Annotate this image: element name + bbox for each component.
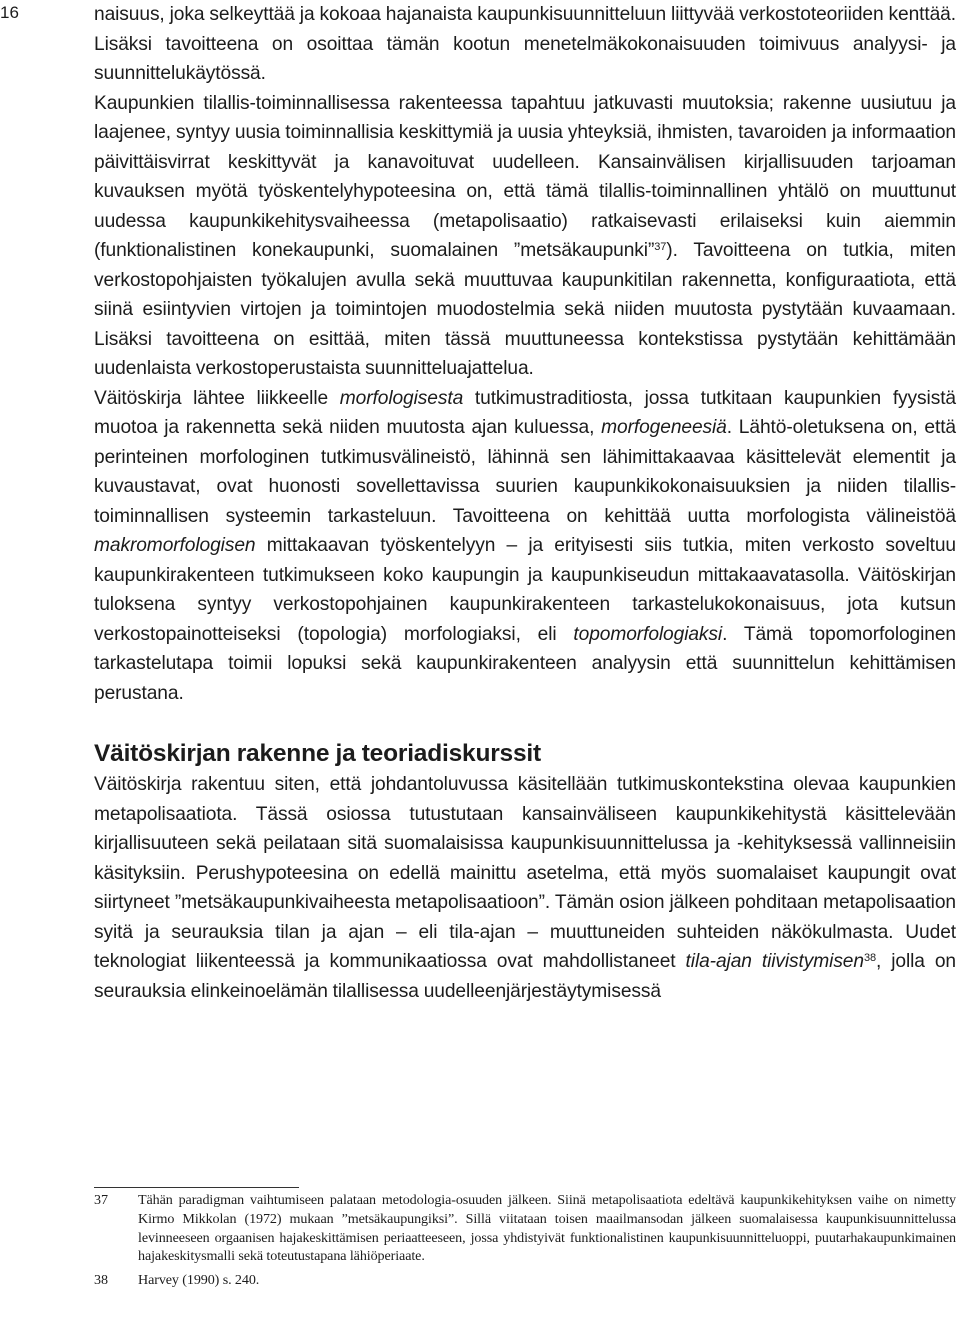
- emphasis-term: topomorfologiaksi: [573, 623, 723, 645]
- paragraph-urban-structure: [94, 89, 956, 384]
- footnote-divider: [94, 1187, 299, 1188]
- paragraph-text: mittakaavan työskentelyyn – ja erityisesti siis tutkia, miten verkosto soveltuu kaupunkirakenteen tutkimukseen koko kaupungin ja kaupunkiseudun mittakaavatasolla. Väitöskirjan tuloksena syntyy verkostopohjainen kaupunkirakenteen tarkastelukokonaisuus, jota kutsun verkostopainotteiseksi (topologia) morfologiaksi, eli: [94, 535, 956, 645]
- emphasis-term: morfogeneesiä: [601, 417, 727, 438]
- emphasis-term: morfologisesta: [339, 387, 464, 409]
- footnote-text: Harvey (1990) s. 240.: [138, 1272, 260, 1289]
- paragraph-morphology: [94, 384, 956, 709]
- footnote-number: 37: [94, 1192, 108, 1208]
- footnote: [94, 1191, 956, 1266]
- footnotes: [94, 1191, 956, 1290]
- paragraph-text: . Lähtö-oletuksena on, että perinteinen morfologinen tutkimusvälineistö, lähinnä sen lähimittakaavaa käsittelevät elementit ja kuvaustavat, ovat huonosti sovellettavissa suurien kaupunkikokonaisuuksien ja niiden tilallis-toiminnallisen systeemin tarkasteluun. Tavoitteena on kehittää uutta morfologista välineistöä: [94, 417, 956, 527]
- body-text: [94, 0, 956, 1006]
- paragraph-continuation: [94, 0, 956, 89]
- paragraph-text: Kaupunkien tilallis-toiminnallisessa rakenteessa tapahtuu jatkuvasti muutoksia; rakenne uusiutuu ja laajenee, syntyy uusia toiminnallisia keskittymiä ja uusia yhteyksiä, ihmisten, tavaroiden ja informaation päivittäisvirrat keskittyvät ja kanavoituvat uudelleen. Kansainvälisen kirjallisuuden tarjoaman kuvauksen myötä työskentelyhypoteesina on, että tämä tilallis-toiminnallinen yhtälö on muuttunut uudessa kaupunkikehitysvaiheessa (metapolisaatio) ratkaisevasti erilaiseksi kuin aiemmin (funktionalistinen konekaupunki, suomalainen ”metsäkaupunki”: [94, 92, 956, 261]
- paragraph-text: ). Tavoitteena on tutkia, miten verkostopohjaisten työkalujen avulla sekä muuttuvaa kaupunkitilan rakennetta, konfiguraatiota, että siinä esiintyvien virtojen ja toimintojen muodostelmia sekä niiden muutosta pystytään kuvaamaan. Lisäksi tavoitteena on esittää, miten tässä muuttuneessa kontekstissa pystytään kehittämään uudenlaista verkostoperustaista suunnitteluajattelua.: [94, 240, 956, 379]
- paragraph-structure: [94, 770, 956, 1006]
- footnote: [94, 1271, 956, 1290]
- paragraph-text: , jolla on seurauksia elinkeinoelämän tilallisessa uudelleenjärjestäytymisessä: [94, 951, 956, 1002]
- paragraph-text: Väitöskirja rakentuu siten, että johdantoluvussa käsitellään tutkimuskontekstina olevaa kaupunkien metapolisaatiota. Tässä osiossa tutustutaan kansainväliseen kaupunkikehitystä käsittelevään kirjallisuuteen sekä peilataan sitä suomalaisissa kaupunkisuunnittelussa ja -kehityksessä vallinneisiin käsityksiin. Perushypoteesina on edellä mainittu asetelma, että myös suomalaiset kaupungit ovat siirtyneet ”metsäkaupunkivaiheesta metapolisaatioon”. Tämän osion jälkeen pohditaan metapolisaation syitä ja seurauksia tilan ja ajan – eli tila-ajan – muuttuneiden suhteiden näkökulmasta. Uudet teknologiat liikenteessä ja kommunikaatiossa ovat mahdollistaneet: [94, 774, 956, 972]
- emphasis-term: makromorfologisen: [94, 535, 256, 556]
- footnote-number: 38: [94, 1272, 108, 1289]
- paragraph-text: tutkimustraditiosta, jossa tutkitaan kaupunkien fyysistä muotoa ja rakennetta sekä niiden muutosta ajan kuluessa,: [94, 387, 956, 438]
- paragraph-text: naisuus, joka selkeyttää ja kokoaa hajanaista kaupunkisuunnitteluun liittyvää verkostoteoriiden kenttää. Lisäksi tavoitteena on osoittaa tämän kootun menetelmäkokonaisuuden toimivuus analyysi- ja suunnittelukäytössä.: [94, 4, 956, 84]
- emphasis-term: tila-ajan tiivistymisen: [685, 951, 864, 972]
- page-number: 16: [0, 3, 19, 22]
- section-heading: Väitöskirjan rakenne ja teoriadiskurssit: [94, 740, 541, 767]
- paragraph-text: . Tämä topomorfologinen tarkastelutapa toimii lopuksi sekä kaupunkirakenteen analyysin että suunnittelun kehittämisen perustana.: [94, 623, 956, 704]
- footnote-text: Tähän paradigman vaihtumiseen palataan metodologia-osuuden jälkeen. Siinä metapolisaatiota edeltävä kaupunkikehityksen vaihe on nimetty Kirmo Mikkolan (1972) mukaan ”metsäkaupungiksi”. Sillä viitataan toisen maailmansodan jälkeen suomalaisessa kaupunkisuunnittelussa levinneeseen orgaanisen hajakeskittämisen periaatteeseen, jossa yhdistyivät funktionalistinen kaupunkisuunnitteluoppi, puutarhakaupunkimainen hajakeskitysmalli sekä toteutustapana lähiöperiaate.: [138, 1192, 956, 1265]
- paragraph-text: Väitöskirja lähtee liikkeelle: [94, 387, 340, 409]
- footnote-reference[interactable]: 37: [654, 241, 667, 253]
- footnote-reference[interactable]: 38: [863, 952, 876, 964]
